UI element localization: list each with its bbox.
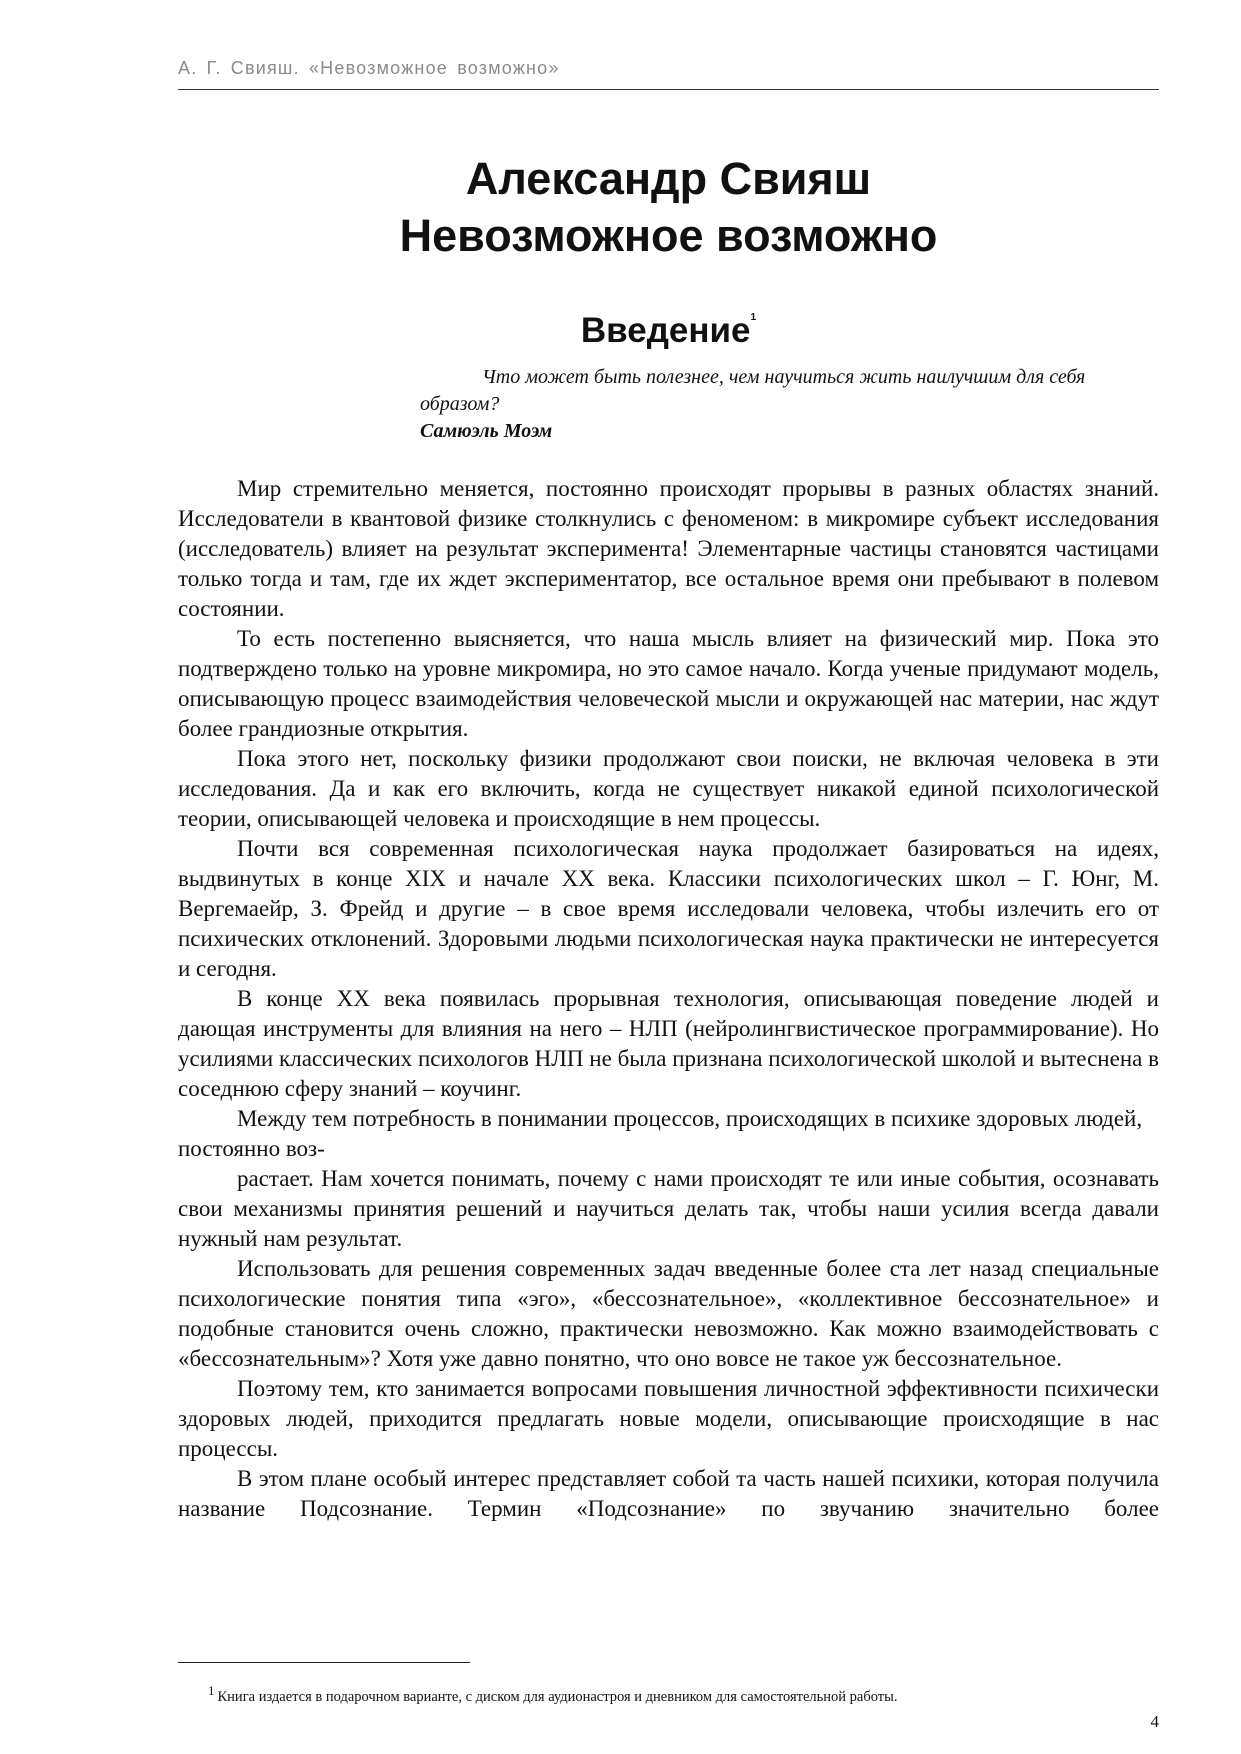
footnote — [208, 1683, 1158, 1706]
running-header: А. Г. Свияш. «Невозможное возможно» — [178, 58, 560, 78]
page-number: 4 — [1150, 1712, 1159, 1731]
body-text — [178, 474, 1159, 1524]
paragraph: Почти вся современная психологическая наука продолжает базироваться на идеях, выдвинутых в конце XIX и начале XX века. Классики психологических школ – Г. Юнг, М. Вергемаейр, З. Фрейд и другие – в свое время исследовали человека, чтобы излечить его от психических отклонений. Здоровыми людьми психологическая наука практически не интересуется и сегодня. — [178, 836, 1159, 981]
section-title — [178, 296, 1159, 353]
epigraph-author: Самюэль Моэм — [420, 420, 553, 442]
paragraph: В этом плане особый интерес представляет собой та часть нашей психики, которая получила название Подсознание. Термин «Подсознание» по звучанию значительно более — [178, 1466, 1159, 1521]
footnote-divider — [178, 1662, 470, 1663]
book-title — [178, 150, 1159, 264]
paragraph: Пока этого нет, поскольку физики продолжают свои поиски, не включая человека в эти исследования. Да и как его включить, когда не существует никакой единой психологической теории, описывающей человека и происходящие в нем процессы. — [178, 746, 1159, 831]
paragraph: растает. Нам хочется понимать, почему с нами происходят те или иные события, осознавать свои механизмы принятия решений и научиться делать так, чтобы наши усилия всегда давали нужный нам результат. — [178, 1166, 1159, 1251]
epigraph-text: Что может быть полезнее, чем научиться жить наилучшим для себя образом? — [420, 366, 1086, 415]
author-name: Александр Свияш — [465, 153, 872, 204]
paragraph: Использовать для решения современных задач введенные более ста лет назад специальные психологические понятия типа «эго», «бессознательное», «коллективное бессознательное» и подобные становится очень сложно, практически невозможно. Как можно взаимодействовать с «бессознательным»? Хотя уже давно понятно, что оно вовсе не такое уж бессознательное. — [178, 1256, 1159, 1371]
paragraph: То есть постепенно выясняется, что наша мысль влияет на физический мир. Пока это подтверждено только на уровне микромира, но это самое начало. Когда ученые придумают модель, описывающую процесс взаимодействия человеческой мысли и окружающей нас материи, нас ждут более грандиозные открытия. — [178, 626, 1159, 741]
section-title-text: Введение — [580, 311, 751, 350]
paragraph: Поэтому тем, кто занимается вопросами повышения личностной эффективности психически здоровых людей, приходится предлагать новые модели, описывающие происходящие в нас процессы. — [178, 1376, 1159, 1461]
paragraph: В конце XX века появилась прорывная технология, описывающая поведение людей и дающая инструменты для влияния на него – НЛП (нейролингвистическое программирование). Но усилиями классических психологов НЛП не была признана психологической школой и вытеснена в соседнюю сферу знаний – коучинг. — [178, 986, 1159, 1101]
paragraph: Мир стремительно меняется, постоянно происходят прорывы в разных областях знаний. Исследователи в квантовой физике столкнулись с феноменом: в микромире субъект исследования (исследователь) влияет на результат эксперимента! Элементарные частицы становятся частицами только тогда и там, где их ждет экспериментатор, все остальное время они пребывают в полевом состоянии. — [178, 476, 1159, 621]
footnote-reference[interactable]: 1 — [750, 312, 757, 323]
paragraph: Между тем потребность в понимании процессов, происходящих в психике здоровых людей, постоянно воз- — [178, 1106, 1143, 1161]
footnote-text: Книга издается в подарочном варианте, с диском для аудионастроя и дневником для самостоятельной работы. — [217, 1689, 898, 1705]
epigraph — [420, 364, 1120, 445]
header-divider — [178, 89, 1159, 90]
footnote-mark: 1 — [208, 1683, 215, 1698]
title-block — [178, 150, 1159, 353]
book-name: Невозможное возможно — [399, 210, 938, 261]
